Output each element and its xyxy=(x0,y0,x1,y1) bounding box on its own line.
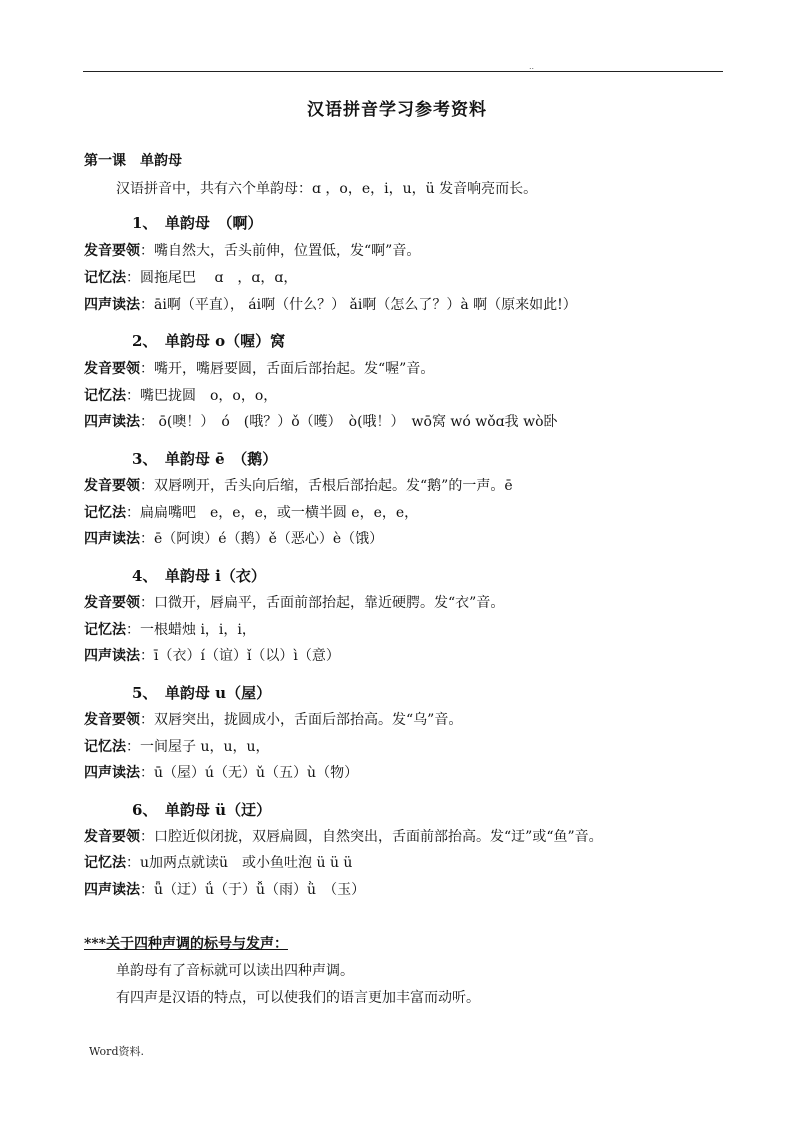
row-label: 记忆法 xyxy=(84,855,126,871)
row-label: 记忆法 xyxy=(84,388,126,404)
section-row xyxy=(84,528,383,548)
row-label: 发音要领 xyxy=(84,829,140,845)
section-row xyxy=(84,385,277,405)
row-label: 记忆法 xyxy=(84,505,126,521)
row-label: 四声读法 xyxy=(84,531,140,547)
section-row xyxy=(84,294,577,314)
row-text: ：āi啊（平直）， ái啊（什么？） ǎi啊（怎么了？）à 啊（原来如此!） xyxy=(140,297,577,313)
footer-text: Word资料. xyxy=(89,1045,144,1058)
section-row xyxy=(84,762,358,782)
section-row xyxy=(84,411,558,431)
row-text: ：ǖ（迂）ǘ（于）ǚ（雨）ǜ （玉） xyxy=(140,882,366,898)
row-text: ：嘴自然大，舌头前伸，位置低，发“啊”音。 xyxy=(140,243,421,259)
row-text: ：扁扁嘴吧 e，e，e，或一横半圆 e，e，e， xyxy=(126,505,419,521)
section-row xyxy=(84,619,256,639)
row-label: 四声读法 xyxy=(84,648,140,664)
section-row xyxy=(84,592,504,612)
note-line: 有四声是汉语的特点，可以使我们的语言更加丰富而动听。 xyxy=(116,990,480,1006)
row-label: 发音要领 xyxy=(84,712,140,728)
row-text: ：ē（阿谀）é（鹅）ě（恶心）è（饿） xyxy=(140,531,384,547)
document-title: 汉语拼音学习参考资料 xyxy=(307,100,487,120)
row-text: ：一根蜡烛 i，i，i， xyxy=(126,622,256,638)
section-heading: 3、 单韵母 ē （鹅） xyxy=(132,450,278,468)
row-label: 发音要领 xyxy=(84,361,140,377)
row-label: 四声读法 xyxy=(84,297,140,313)
section-heading: 2、 单韵母 o（喔）窝 xyxy=(132,332,286,350)
row-label: 发音要领 xyxy=(84,478,140,494)
section-heading: 4、 单韵母 i（衣） xyxy=(132,567,266,585)
section-row xyxy=(84,879,365,899)
section-row xyxy=(84,502,418,522)
lesson-heading: 第一课 单韵母 xyxy=(84,153,182,169)
row-text: ：双唇突出，拢圆成小，舌面后部抬高。发“乌”音。 xyxy=(140,712,463,728)
row-text: ：口腔近似闭拢，双唇扁圆，自然突出，舌面前部抬高。发“迂”或“鱼”音。 xyxy=(140,829,603,845)
row-label: 发音要领 xyxy=(84,595,140,611)
row-label: 发音要领 xyxy=(84,243,140,259)
section-row xyxy=(84,645,340,665)
row-text: ：u加两点就读ü 或小鱼吐泡 ü ü ü xyxy=(126,855,353,871)
row-text: ： ō(噢！） ó (哦？）ǒ（嚄） ò(哦！） wō窝 wó wǒɑ我 wò卧 xyxy=(140,414,558,430)
section-row xyxy=(84,826,603,846)
row-label: 记忆法 xyxy=(84,270,126,286)
row-text: ：一间屋子 u，u，u， xyxy=(126,739,270,755)
intro-paragraph: 汉语拼音中，共有六个单韵母：ɑ ，o，e，i，u，ü 发音响亮而长。 xyxy=(116,181,538,197)
section-row xyxy=(84,358,434,378)
header-dots: .. xyxy=(529,62,535,71)
row-text: ：口微开，唇扁平，舌面前部抬起，靠近硬腭。发“衣”音。 xyxy=(140,595,505,611)
row-text: ：嘴巴拢圆 o，o，o， xyxy=(126,388,278,404)
section-row xyxy=(84,852,352,872)
section-row xyxy=(84,736,270,756)
row-text: ：ī（衣）í（谊）ǐ（以）ì（意） xyxy=(140,648,340,664)
section-row xyxy=(84,267,297,287)
section-row xyxy=(84,475,513,495)
section-row xyxy=(84,240,420,260)
row-label: 记忆法 xyxy=(84,622,126,638)
row-text: ：嘴开，嘴唇要圆，舌面后部抬起。发“喔”音。 xyxy=(140,361,435,377)
row-label: 四声读法 xyxy=(84,765,140,781)
section-heading: 5、 单韵母 u（屋） xyxy=(132,684,272,702)
row-label: 四声读法 xyxy=(84,882,140,898)
header-rule xyxy=(83,71,723,72)
row-text: ：圆拖尾巴 ɑ ，ɑ，ɑ， xyxy=(126,270,298,286)
section-row xyxy=(84,709,462,729)
row-text: ：双唇咧开，舌头向后缩，舌根后部抬起。发“鹅”的一声。ē xyxy=(140,478,513,494)
note-heading: ***关于四种声调的标号与发声： xyxy=(84,936,288,952)
section-heading: 6、 单韵母 ü（迂） xyxy=(132,801,272,819)
row-text: ：ū（屋）ú（无）ǔ（五）ù（物） xyxy=(140,765,359,781)
note-line: 单韵母有了音标就可以读出四种声调。 xyxy=(116,963,354,979)
row-label: 四声读法 xyxy=(84,414,140,430)
row-label: 记忆法 xyxy=(84,739,126,755)
section-heading: 1、 单韵母 （啊） xyxy=(132,214,263,232)
